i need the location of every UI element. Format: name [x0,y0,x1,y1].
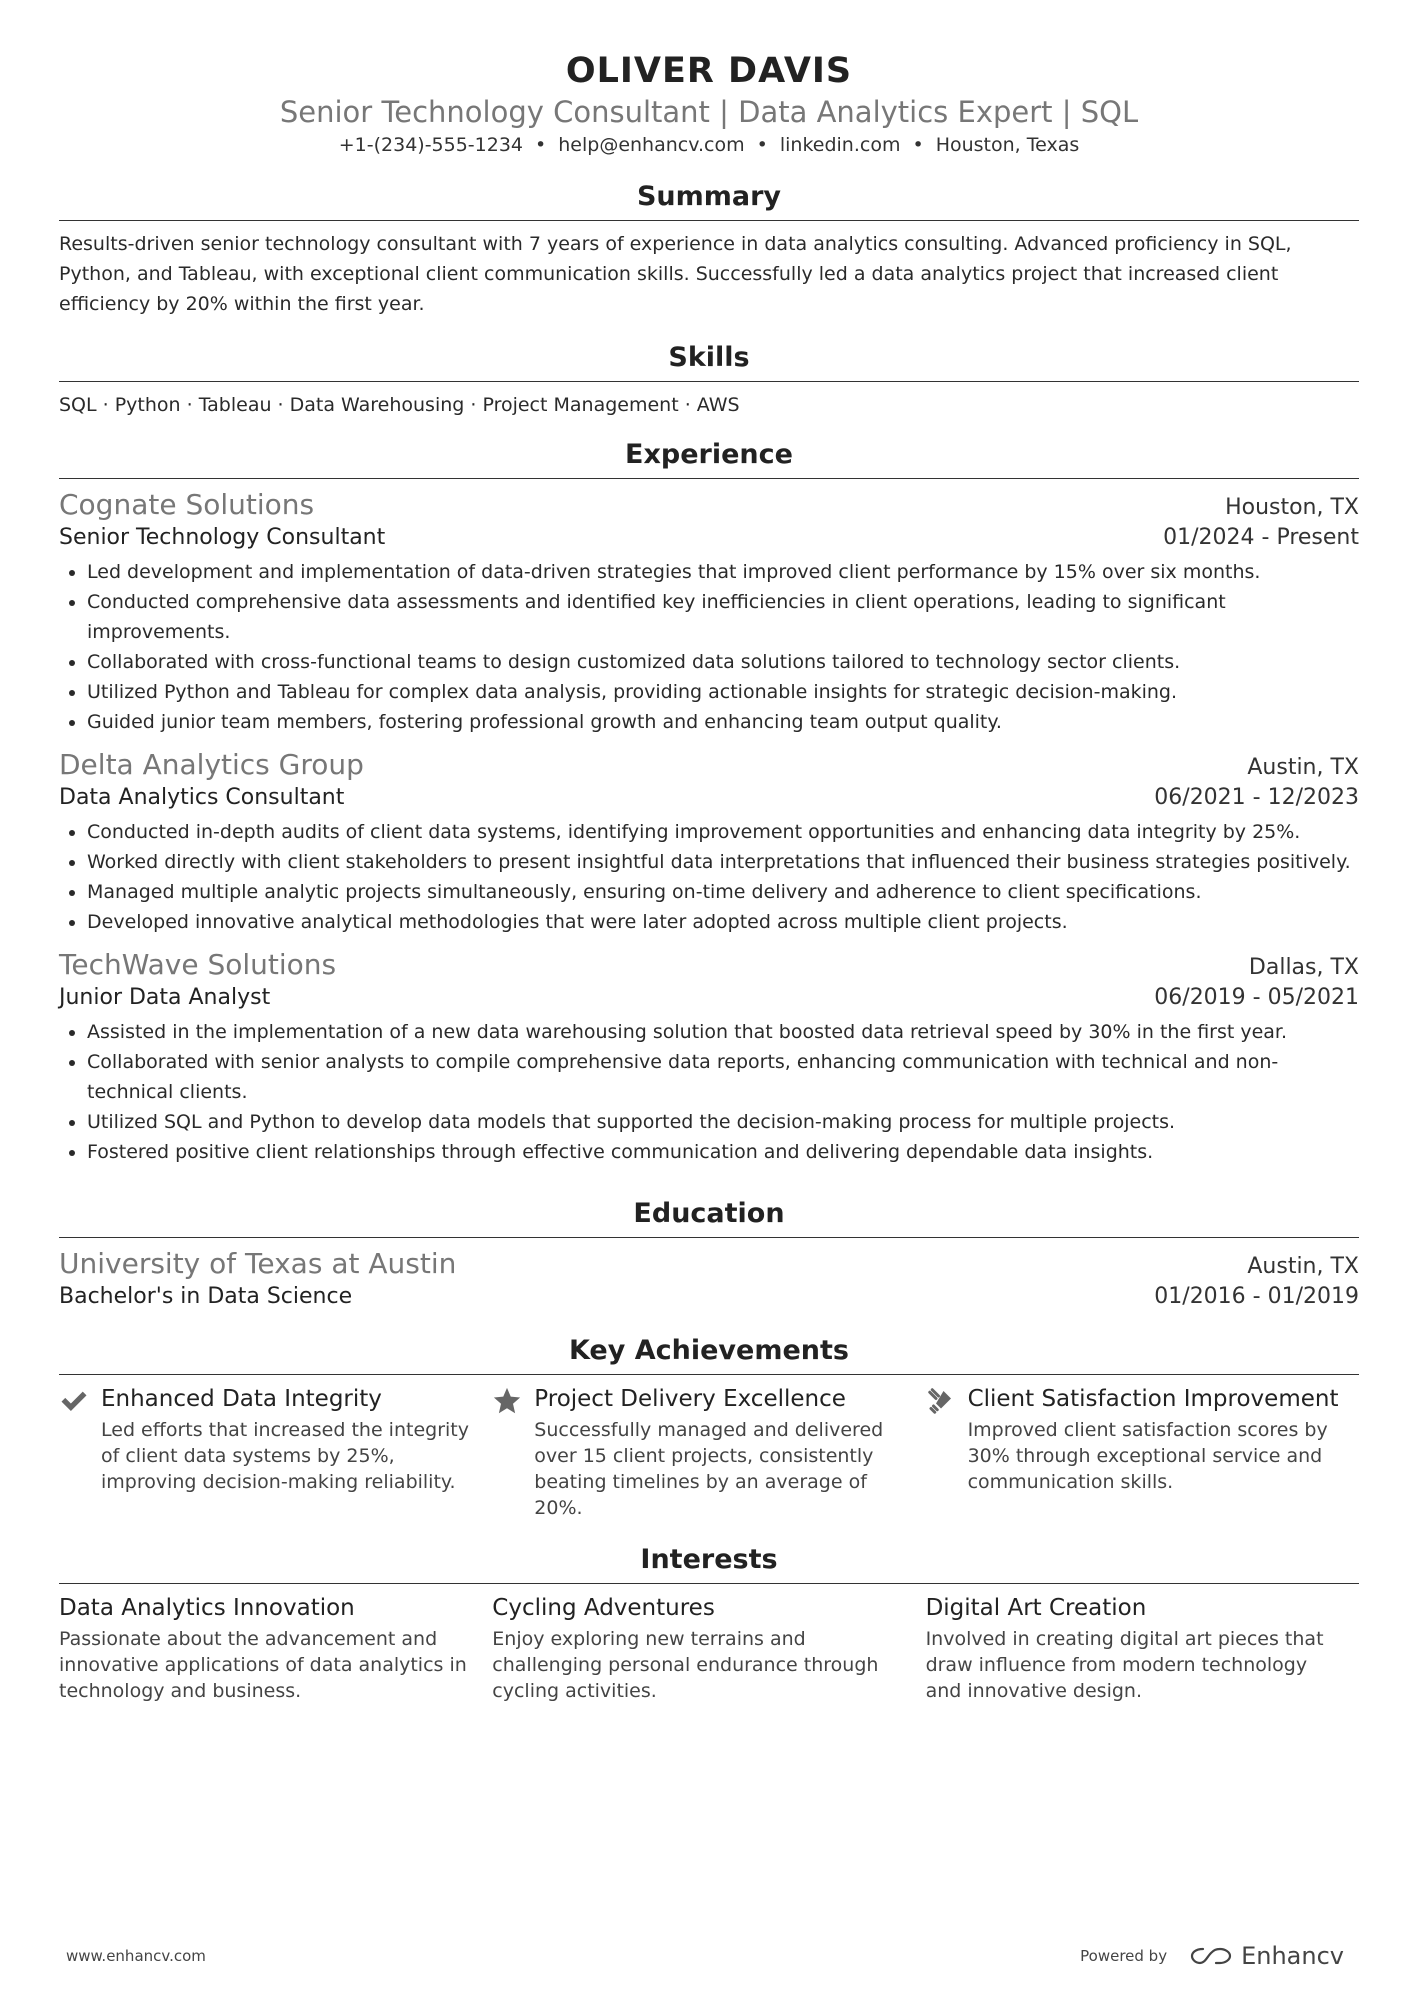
achievement-description: Led efforts that increased the integrity of client data systems by 25%, improving decision-making reliability. [101,1419,469,1493]
achievement-item [926,1383,1359,1521]
star-icon [492,1386,522,1416]
interest-title: Data Analytics Innovation [59,1595,355,1621]
interests-grid [59,1592,1359,1704]
company-name: Cognate Solutions [59,488,315,521]
interest-description: Involved in creating digital art pieces that draw influence from modern technology and innovative design. [925,1628,1324,1702]
interests-section [59,1543,1359,1704]
list-item: • Utilized Python and Tableau for complex data analysis, providing actionable insights for strategic decision-making. [87,677,1359,707]
bullet-separator: • [756,134,768,156]
job-dates: 06/2021 - 12/2023 [1154,785,1359,810]
list-item: • Utilized SQL and Python to develop data models that supported the decision-making process for multiple projects. [87,1107,1359,1137]
phone-text: +1-(234)-555-1234 [338,134,524,156]
job-bullets [59,1017,1359,1167]
section-title-education: Education [59,1197,1359,1238]
job-dates: 01/2024 - Present [1163,525,1359,550]
footer-url-link[interactable]: www.enhancv.com [66,1947,206,1965]
school-name: University of Texas at Austin [59,1247,457,1280]
summary-section [59,180,1359,319]
list-item: • Managed multiple analytic projects simultaneously, ensuring on-time delivery and adherence to client specifications. [87,877,1359,907]
job-location: Austin, TX [1247,755,1359,780]
candidate-headline: Senior Technology Consultant | Data Analytics Expert | SQL [279,95,1139,129]
job-list [59,487,1359,1167]
degree-name: Bachelor's in Data Science [59,1284,353,1309]
section-title-experience: Experience [59,438,1359,479]
job-title: Junior Data Analyst [59,985,271,1010]
list-item: • Led development and implementation of data-driven strategies that improved client performance by 15% over six months. [87,557,1359,587]
interest-item [492,1592,925,1704]
education-dates: 01/2016 - 01/2019 [1154,1284,1359,1309]
list-item: • Developed innovative analytical methodologies that were later adopted across multiple client projects. [87,907,1359,937]
page-footer [66,1942,1344,1970]
skills-list: SQL · Python · Tableau · Data Warehousing · Project Management · AWS [59,394,740,416]
achievement-description: Successfully managed and delivered over 15 client projects, consistently beating timelines by an average of 20%. [534,1419,884,1519]
education-entry [59,1246,1359,1312]
bullet-separator: • [535,134,547,156]
school-location: Austin, TX [1247,1254,1359,1279]
email-link[interactable]: help@enhancv.com [558,134,745,156]
job-title: Data Analytics Consultant [59,785,345,810]
footer-brand [1080,1942,1344,1970]
job-dates: 06/2019 - 05/2021 [1154,985,1359,1010]
achievement-title: Enhanced Data Integrity [101,1386,382,1412]
handshake-icon [926,1386,956,1416]
achievements-section [59,1334,1359,1521]
list-item: • Worked directly with client stakeholders to present insightful data interpretations that influenced their business strategies positively. [87,847,1359,877]
skills-section [59,341,1359,420]
experience-section [59,438,1359,1167]
section-title-achievements: Key Achievements [59,1334,1359,1375]
section-title-interests: Interests [59,1543,1359,1584]
achievement-description: Improved client satisfaction scores by 30% through exceptional service and communication skills. [967,1419,1328,1493]
achievements-grid [59,1383,1359,1521]
checkmark-icon [59,1386,89,1416]
list-item: • Collaborated with cross-functional teams to design customized data solutions tailored to technology sector clients. [87,647,1359,677]
enhancv-logo[interactable] [1189,1942,1344,1970]
job-entry [59,747,1359,937]
powered-by-text: Powered by [1080,1947,1168,1965]
list-item: • Conducted in-depth audits of client data systems, identifying improvement opportunities and enhancing data integrity by 25%. [87,817,1359,847]
company-name: TechWave Solutions [59,948,337,981]
interest-title: Digital Art Creation [925,1595,1147,1621]
education-section [59,1197,1359,1312]
interest-item [926,1592,1359,1704]
list-item: • Guided junior team members, fostering professional growth and enhancing team output quality. [87,707,1359,737]
interest-description: Enjoy exploring new terrains and challenging personal endurance through cycling activities. [492,1628,879,1702]
bullet-separator: • [912,134,924,156]
job-bullets [59,817,1359,937]
location-text: Houston, Texas [935,134,1080,156]
interest-description: Passionate about the advancement and innovative applications of data analytics in technology and business. [59,1628,467,1702]
section-title-summary: Summary [59,180,1359,221]
brand-name: Enhancv [1241,1942,1344,1970]
achievement-item [59,1383,492,1521]
interest-title: Cycling Adventures [492,1595,715,1621]
job-bullets [59,557,1359,737]
list-item: • Collaborated with senior analysts to compile comprehensive data reports, enhancing communication with technical and non-technical clients. [87,1047,1359,1107]
interest-item [59,1592,492,1704]
enhancv-logo-icon [1189,1945,1233,1967]
job-title: Senior Technology Consultant [59,525,386,550]
achievement-title: Project Delivery Excellence [534,1386,846,1412]
candidate-name: OLIVER DAVIS [565,51,853,91]
contact-line [59,132,1359,158]
linkedin-link[interactable]: linkedin.com [779,134,901,156]
achievement-title: Client Satisfaction Improvement [967,1386,1339,1412]
job-entry [59,947,1359,1167]
list-item: • Assisted in the implementation of a new data warehousing solution that boosted data retrieval speed by 30% in the first year. [87,1017,1359,1047]
job-location: Dallas, TX [1248,955,1359,980]
achievement-item [492,1383,925,1521]
company-name: Delta Analytics Group [59,748,364,781]
summary-text: Results-driven senior technology consultant with 7 years of experience in data analytics consulting. Advanced proficiency in SQL, Python, and Tableau, with exceptional client communication skills. Successfully led a data analytics project that increased client efficiency by 20% within the first year. [59,233,1292,315]
list-item: • Fostered positive client relationships through effective communication and delivering dependable data insights. [87,1137,1359,1167]
resume-header [59,50,1359,158]
list-item: • Conducted comprehensive data assessments and identified key inefficiencies in client operations, leading to significant improvements. [87,587,1359,647]
job-location: Houston, TX [1225,495,1359,520]
job-entry [59,487,1359,737]
resume-page [59,50,1359,1704]
section-title-skills: Skills [59,341,1359,382]
